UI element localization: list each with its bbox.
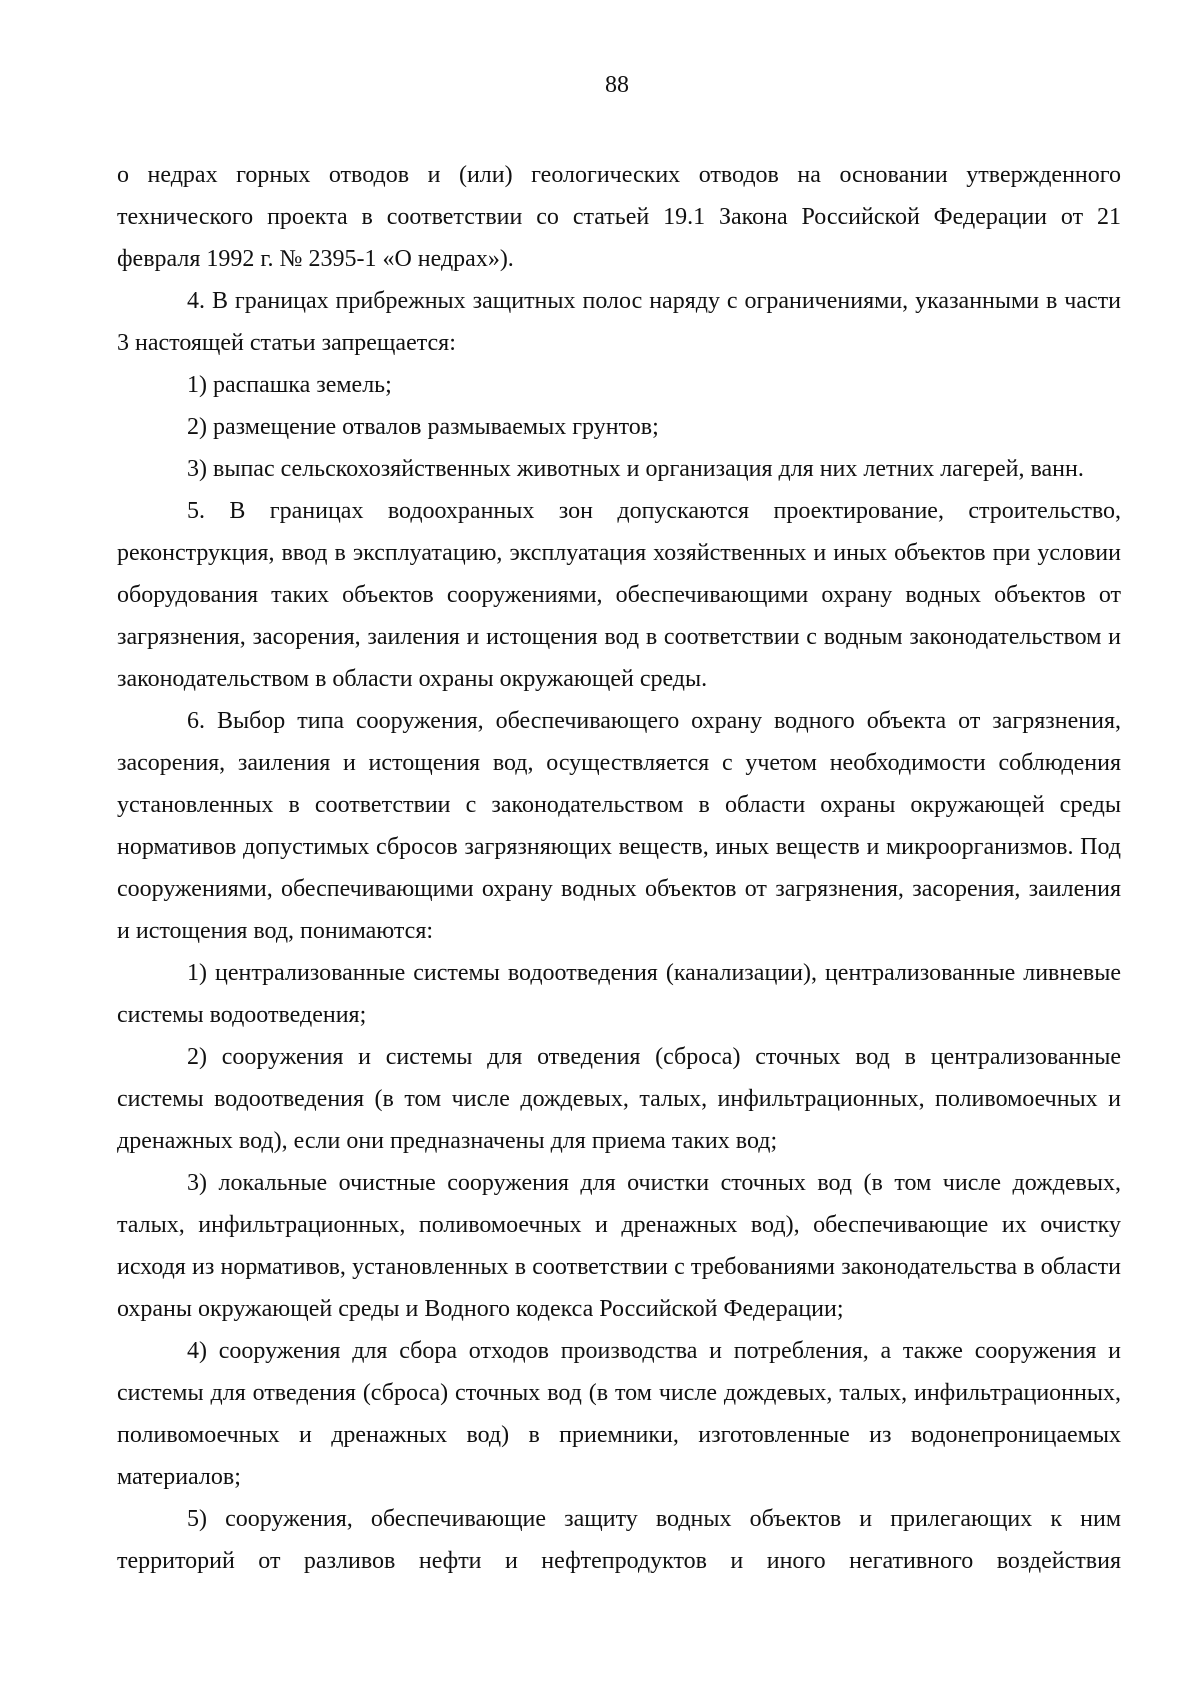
paragraph-item-6: 6. Выбор типа сооружения, обеспечивающего охрану водного объекта от загрязнения, засорения, заиления и истощения вод, осуществляется с учетом необходимости соблюдения установленных в соответствии с законодательством в области охраны окружающей среды нормативов допустимых сбросов загрязняющих веществ, иных веществ и микроорганизмов. Под сооружениями, обеспечивающими охрану водных объектов от загрязнения, засорения, заиления и истощения вод, понимаются: — [117, 708, 1121, 944]
page-number: 88 — [605, 72, 629, 98]
paragraph-item-4: 4. В границах прибрежных защитных полос наряду с ограничениями, указанными в части 3 настоящей статьи запрещается: — [117, 288, 1121, 356]
paragraph-item-4-1: 1) распашка земель; — [187, 372, 392, 398]
paragraph-item-5: 5. В границах водоохранных зон допускаются проектирование, строительство, реконструкция, ввод в эксплуатацию, эксплуатация хозяйственных и иных объектов при условии оборудования таких объектов сооружениями, обеспечивающими охрану водных объектов от загрязнения, засорения, заиления и истощения вод в соответствии с водным законодательством и законодательством в области охраны окружающей среды. — [117, 498, 1121, 692]
paragraph-item-6-2: 2) сооружения и системы для отведения (сброса) сточных вод в централизованные системы водоотведения (в том числе дождевых, талых, инфильтрационных, поливомоечных и дренажных вод), если они предназначены для приема таких вод; — [117, 1044, 1121, 1154]
paragraph-item-6-5: 5) сооружения, обеспечивающие защиту водных объектов и прилегающих к ним территорий от разливов нефти и нефтепродуктов и иного негативного воздействия — [117, 1506, 1121, 1574]
document-body — [117, 154, 1121, 1582]
paragraph-item-6-1: 1) централизованные системы водоотведения (канализации), централизованные ливневые системы водоотведения; — [117, 960, 1121, 1028]
paragraph-item-4-3: 3) выпас сельскохозяйственных животных и организация для них летних лагерей, ванн. — [187, 456, 1084, 482]
paragraph-item-6-4: 4) сооружения для сбора отходов производства и потребления, а также сооружения и системы для отведения (сброса) сточных вод (в том числе дождевых, талых, инфильтрационных, поливомоечных и дренажных вод) в приемники, изготовленные из водонепроницаемых материалов; — [117, 1338, 1121, 1490]
paragraph-item-6-3: 3) локальные очистные сооружения для очистки сточных вод (в том числе дождевых, талых, инфильтрационных, поливомоечных и дренажных вод), обеспечивающие их очистку исходя из нормативов, установленных в соответствии с требованиями законодательства в области охраны окружающей среды и Водного кодекса Российской Федерации; — [117, 1170, 1121, 1322]
paragraph-item-4-2: 2) размещение отвалов размываемых грунтов; — [187, 414, 659, 440]
paragraph-continuation: о недрах горных отводов и (или) геологических отводов на основании утвержденного технического проекта в соответствии со статьей 19.1 Закона Российской Федерации от 21 февраля 1992 г. № 2395-1 «О недрах»). — [117, 162, 1121, 272]
